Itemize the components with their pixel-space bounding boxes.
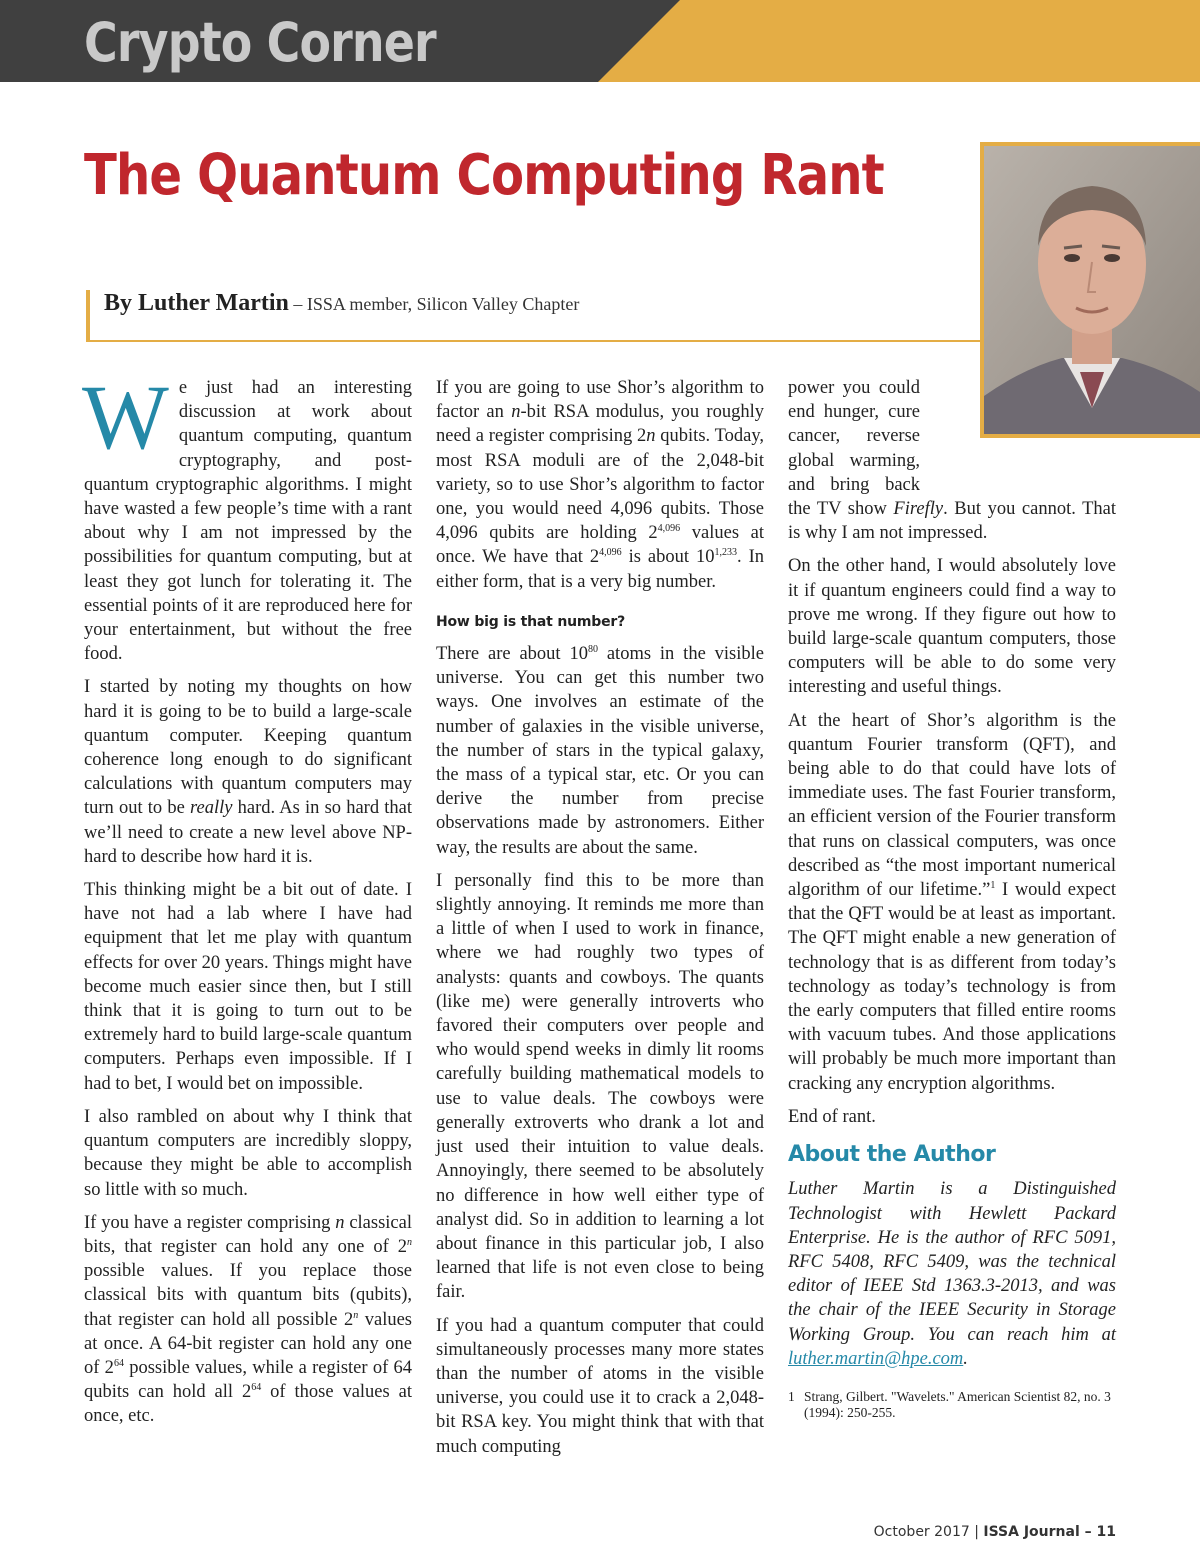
paragraph-crack-rsa: If you had a quantum computer that could simultaneously processes many more states than the number of atoms in the visible universe, you could use it to crack a 2,048-bit RSA key. You might think that with that much computing <box>436 1315 764 1457</box>
text-span: classical bits, that register can hold any one of 2 <box>84 1212 412 1257</box>
paragraph-prove-wrong: On the other hand, I would absolutely love it if quantum engineers could find a way to prove me wrong. If they figure out how to build large-scale quantum computers, those computers will be able to do some very interesting and useful things. <box>788 556 1116 698</box>
paragraph-end: End of rant. <box>788 1106 876 1127</box>
subheading: How big is that number? <box>436 613 626 630</box>
exponent: 1,233 <box>714 547 737 559</box>
drop-cap: W <box>82 366 169 468</box>
variable-n: n <box>335 1212 345 1233</box>
article-title: The Quantum Computing Rant <box>84 143 884 208</box>
text-span: values at once. We have that 2 <box>436 523 764 568</box>
text-span: At the heart of Shor’s algorithm is the quantum Fourier transform (QFT), and being able to do that could have lots of immediate uses. The fast Fourier transform, an efficient version of the Fourier transform that runs on classical computers, was once described as “the most important numerical algorithm of our lifetime.” <box>788 710 1116 901</box>
exponent-64: 64 <box>113 1357 124 1369</box>
about-author-heading: About the Author <box>788 1142 996 1168</box>
text-span: possible values. If you replace those classical bits with quantum bits (qubits), that register can hold all possible 2 <box>84 1261 412 1330</box>
text-span: . But you cannot. That is why I am not impressed. <box>788 499 1117 544</box>
text-span: hard. As in so hard that we’ll need to create a new level above NP-hard to describe how hard it is. <box>84 798 412 867</box>
article-column-3 <box>788 376 1116 1421</box>
author-email-link[interactable]: luther.martin@hpe.com <box>788 1348 964 1369</box>
text-span: of those values at once, etc. <box>84 1382 412 1427</box>
text-span: I started by noting my thoughts on how hard it is going to be to build a large-scale quantum computer. Keeping quantum coherence long enough to do significant calculations with quantum computers may turn out to be <box>84 677 412 819</box>
text-span: is about 10 <box>621 547 715 568</box>
article-column-2 <box>436 376 764 1468</box>
emphasis: really <box>190 798 233 819</box>
text-span: power you could end hunger, cure cancer, reverse global warming, and bring back the TV show <box>788 378 920 520</box>
byline-text <box>104 290 579 317</box>
paragraph-shor <box>436 376 764 594</box>
text-span: qubits. Today, most RSA moduli are of the 2,048-bit variety, so to use Shor’s algorithm to factor one, you would need 4,096 qubits. Those 4,096 qubits are holding 2 <box>436 426 764 544</box>
text-span: . <box>963 1348 968 1369</box>
exponent-n: n <box>353 1309 359 1321</box>
exponent-n: n <box>407 1236 412 1248</box>
paragraph-register <box>84 1211 412 1429</box>
text-span: possible values, while a register of 64 qubits can hold all 2 <box>84 1357 412 1403</box>
paragraph-qft <box>788 709 1116 1096</box>
footnote <box>788 1389 1116 1421</box>
issue-date: October 2017 <box>873 1524 970 1540</box>
text-span: . In either form, that is a very big number. <box>436 547 764 592</box>
exponent: 4,096 <box>599 547 622 559</box>
paragraph-quants-cowboys: I personally find this to be more than slightly annoying. It reminds me more than a little of when I used to work in finance, where we had roughly two types of analysts: quants and cowboys. The quants (like me) were generally introverts who favored their computers over people and who would spend weeks in dimly lit rooms carefully building mathematical models to use to value deals. The cowboys were generally extroverts who drank a lot and just used their intuition to value deals. Annoyingly, there seemed to be absolutely no difference in how well either type of analyst did. So in addition to learning a lot about finance in this particular job, I also learned that life is not even close to being fair. <box>436 870 764 1303</box>
photo-wrap-spacer <box>920 376 1116 476</box>
author-name: By Luther Martin <box>104 290 289 316</box>
exponent: 80 <box>587 644 598 656</box>
paragraph-intro-text: e just had an interesting discussion at work about quantum computing, quantum cryptography, and post-quantum cryptographic algorithms. I might have wasted a few people’s time with a rant about why I am not impressed by the possibilities for quantum computing, but at least they got lunch for tolerating it. The essential points of it are reproduced here for your entertainment, but without the free food. <box>84 378 412 665</box>
emphasis: Firefly <box>893 499 944 520</box>
text-span: If you have a register comprising <box>84 1212 336 1233</box>
text-span: atoms in the visible universe. You can get this number two ways. One involves an estimate of the number of galaxies in the visible universe, the number of stars in the typical galaxy, the mass of a typical star, etc. Or you can derive the number from precise observations made by astronomers. Either way, the results are about the same. <box>436 644 764 858</box>
text-span: I would expect that the QFT would be at least as important. The QFT might enable a new generation of technology that is as different from today’s technology as today’s technology is from the early computers that filled entire rooms with vacuum tubes. And those applications will probably be much more important than cracking any encryption algorithms. <box>788 880 1116 1094</box>
paragraph-atoms <box>436 642 764 860</box>
exponent: 4,096 <box>657 523 681 535</box>
byline <box>86 290 981 342</box>
footer-separator: | <box>969 1524 984 1540</box>
variable-n: n <box>511 402 521 423</box>
author-affiliation: – ISSA member, Silicon Valley Chapter <box>288 294 580 314</box>
section-label: Crypto Corner <box>84 11 436 74</box>
text-span: values at once. A 64-bit register can hold any one of 2 <box>84 1309 412 1378</box>
footnote-number: 1 <box>788 1388 795 1404</box>
text-span: Luther Martin is a Distinguished Technologist with Hewlett Packard Enterprise. He is the author of RFC 5091, RFC 5408, RFC 5409, was the technical editor of IEEE Std 1363.3-2013, and was the chair of the IEEE Security in Storage Working Group. You can reach him at <box>788 1179 1116 1345</box>
variable-n: n <box>646 426 656 447</box>
footnote-ref: 1 <box>990 880 996 892</box>
paragraph-out-of-date: This thinking might be a bit out of date. I have not had a lab where I have had equipment that let me play with quantum effects for over 20 years. Things might have become much easier since then, but I still think that it is going to turn out to be extremely hard to build large-scale quantum computers. Perhaps even impossible. If I had to bet, I would bet on impossible. <box>84 880 412 1094</box>
article-column-1 <box>82 366 412 1438</box>
text-span: If you are going to use Shor’s algorithm to factor an <box>436 378 764 423</box>
exponent-64: 64 <box>251 1382 262 1394</box>
paragraph-sloppy: I also rambled on about why I think that quantum computers are incredibly sloppy, because they might be able to accomplish so little with so much. <box>84 1106 412 1200</box>
page-footer <box>874 1524 1116 1540</box>
journal-page: ISSA Journal – 11 <box>983 1524 1116 1540</box>
text-span: -bit RSA modulus, you roughly need a register comprising 2 <box>436 402 764 447</box>
paragraph-hardness <box>84 675 412 869</box>
text-span: There are about 10 <box>436 644 588 665</box>
footnote-text: Strang, Gilbert. "Wavelets." American Scientist 82, no. 3 (1994): 250-255. <box>804 1388 1111 1420</box>
section-banner <box>0 0 1200 82</box>
paragraph-intro <box>82 366 412 666</box>
about-author-body <box>788 1177 1116 1371</box>
